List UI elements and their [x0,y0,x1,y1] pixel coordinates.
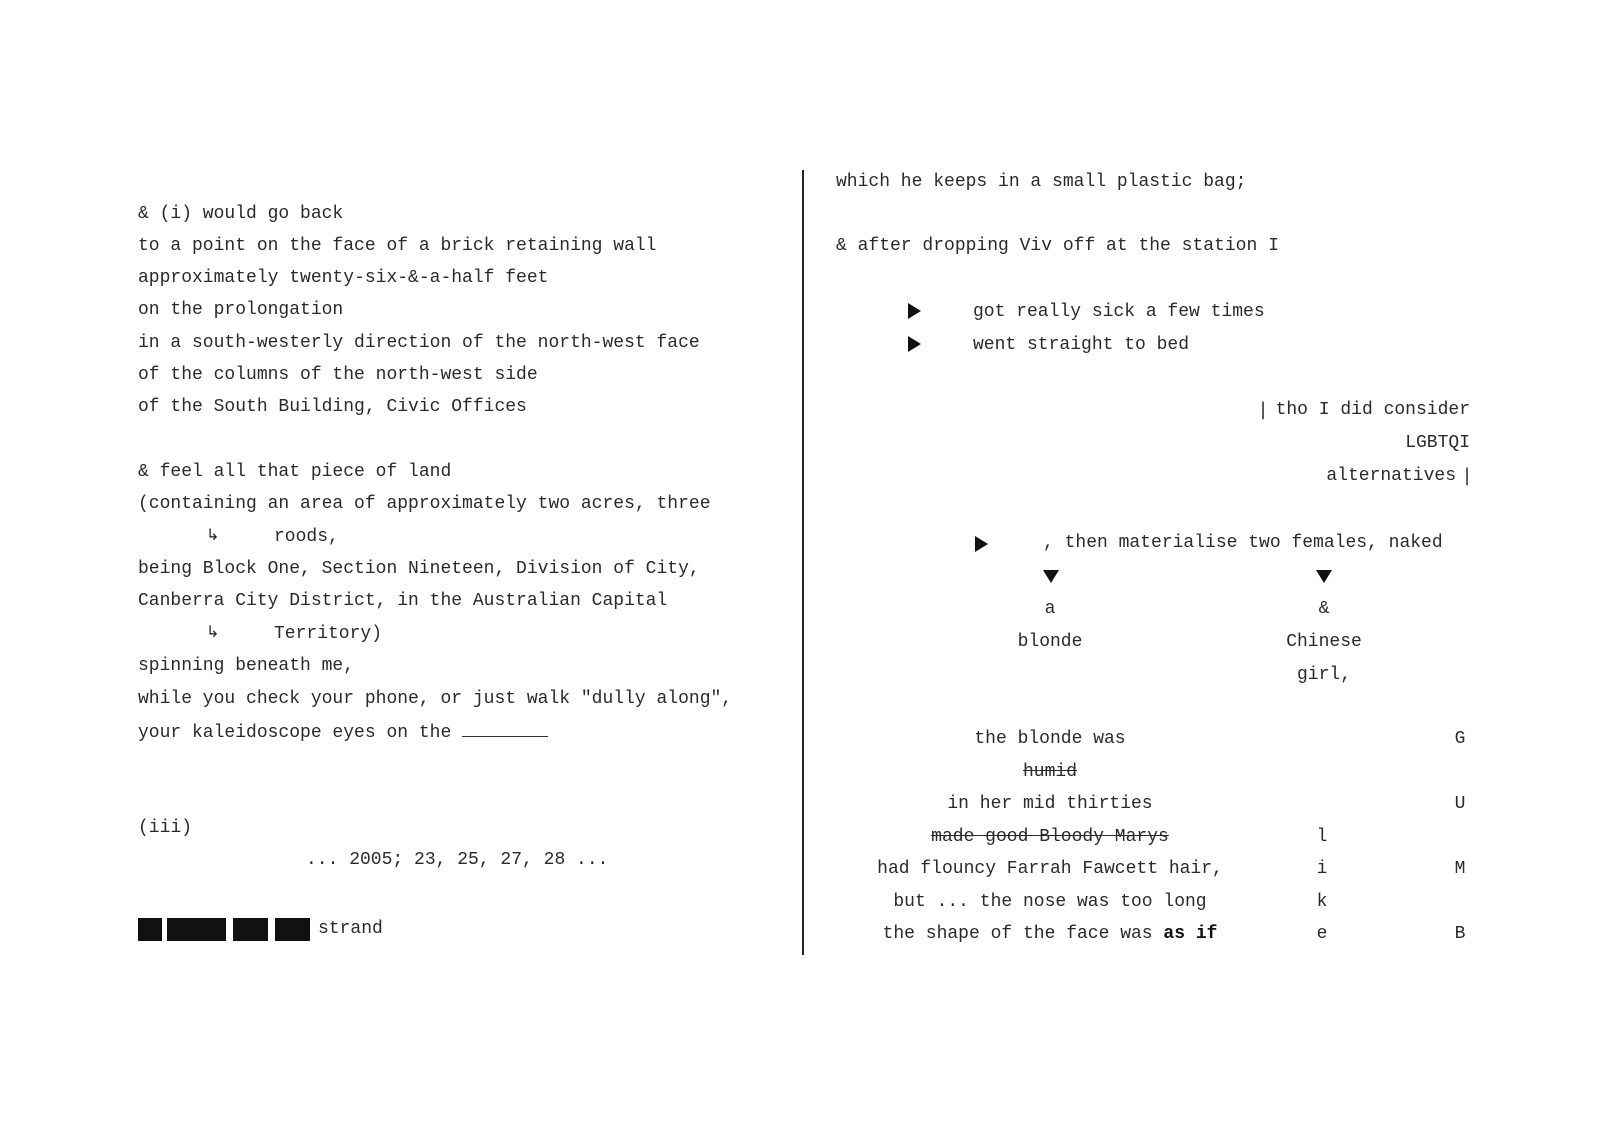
text-line: while you check your phone, or just walk "dully along", [138,689,733,709]
struck-line: made good Bloody Marys [931,827,1169,847]
text-line: of the columns of the north-west side [138,365,538,385]
wrap-arrow-icon: ↳ [206,525,220,544]
redaction-block [275,918,310,941]
text-line: spinning beneath me, [138,656,355,676]
text-line: of the South Building, Civic Offices [138,397,527,417]
text-line: roods, [274,527,339,547]
strand-word: strand [318,919,383,939]
section-label: (iii) [138,818,193,838]
bold-phrase: as if [1163,924,1218,944]
text-line: on the prolongation [138,300,344,320]
text-line: (containing an area of approximately two acres, three [138,494,711,514]
blonde-line: in her mid thirties [947,794,1153,814]
like-letter: k [1316,892,1328,912]
col-b-text: girl, [1296,665,1351,685]
aside-bar-close: | [1464,465,1471,486]
bullet-triangle-icon [975,536,988,552]
gumb-letter: M [1454,859,1466,879]
bullet-triangle-icon [908,303,921,319]
gumb-letter: G [1454,729,1466,749]
number-sequence: ... 2005; 23, 25, 27, 28 ... [306,850,609,870]
text-line: Canberra City District, in the Australian Capital [138,591,668,611]
column-divider [802,170,804,955]
down-triangle-icon [1316,570,1332,583]
wrap-arrow-icon: ↳ [206,622,220,641]
like-letter: l [1316,827,1328,847]
text-line: approximately twenty-six-&-a-half feet [138,268,549,288]
text-line: which he keeps in a small plastic bag; [836,172,1247,192]
col-a-text: a [1044,599,1056,619]
col-b-text: & [1318,599,1330,619]
bullet-text: went straight to bed [973,335,1190,355]
aside-text: tho I did consider [1275,400,1470,420]
text-line: in a south-westerly direction of the north-west face [138,333,700,353]
struck-line: humid [1022,762,1077,782]
redaction-block [233,918,268,941]
text-line-with-blank [138,720,548,744]
materialise-line: , then materialise two females, naked [1043,533,1443,553]
redaction-block [167,918,226,941]
bullet-text: got really sick a few times [973,302,1265,322]
text-line: & (i) would go back [138,204,344,224]
blonde-line-final [850,923,1250,945]
like-letter: i [1316,859,1328,879]
text-line: & feel all that piece of land [138,462,452,482]
text-line: Territory) [274,624,383,644]
text-line: to a point on the face of a brick retaining wall [138,236,657,256]
text-line: & after dropping Viv off at the station I [836,236,1279,256]
blonde-line: had flouncy Farrah Fawcett hair, [877,859,1223,879]
redaction-block [138,918,162,941]
col-b-text: Chinese [1286,632,1362,652]
blonde-line: but ... the nose was too long [893,892,1207,912]
blonde-line: the blonde was [974,729,1126,749]
aside-bar-open: | [1260,399,1267,420]
text-line: the shape of the face was [882,924,1153,944]
col-a-text: blonde [1017,632,1083,652]
gumb-letter: U [1454,794,1466,814]
aside-text: LGBTQI [1405,433,1470,453]
aside-text: alternatives [1326,466,1456,486]
text-line: being Block One, Section Nineteen, Division of City, [138,559,700,579]
down-triangle-icon [1043,570,1059,583]
blank-line [462,720,548,737]
bullet-triangle-icon [908,336,921,352]
gumb-letter: B [1454,924,1466,944]
text-line: your kaleidoscope eyes on the [138,723,452,743]
like-letter: e [1316,924,1328,944]
